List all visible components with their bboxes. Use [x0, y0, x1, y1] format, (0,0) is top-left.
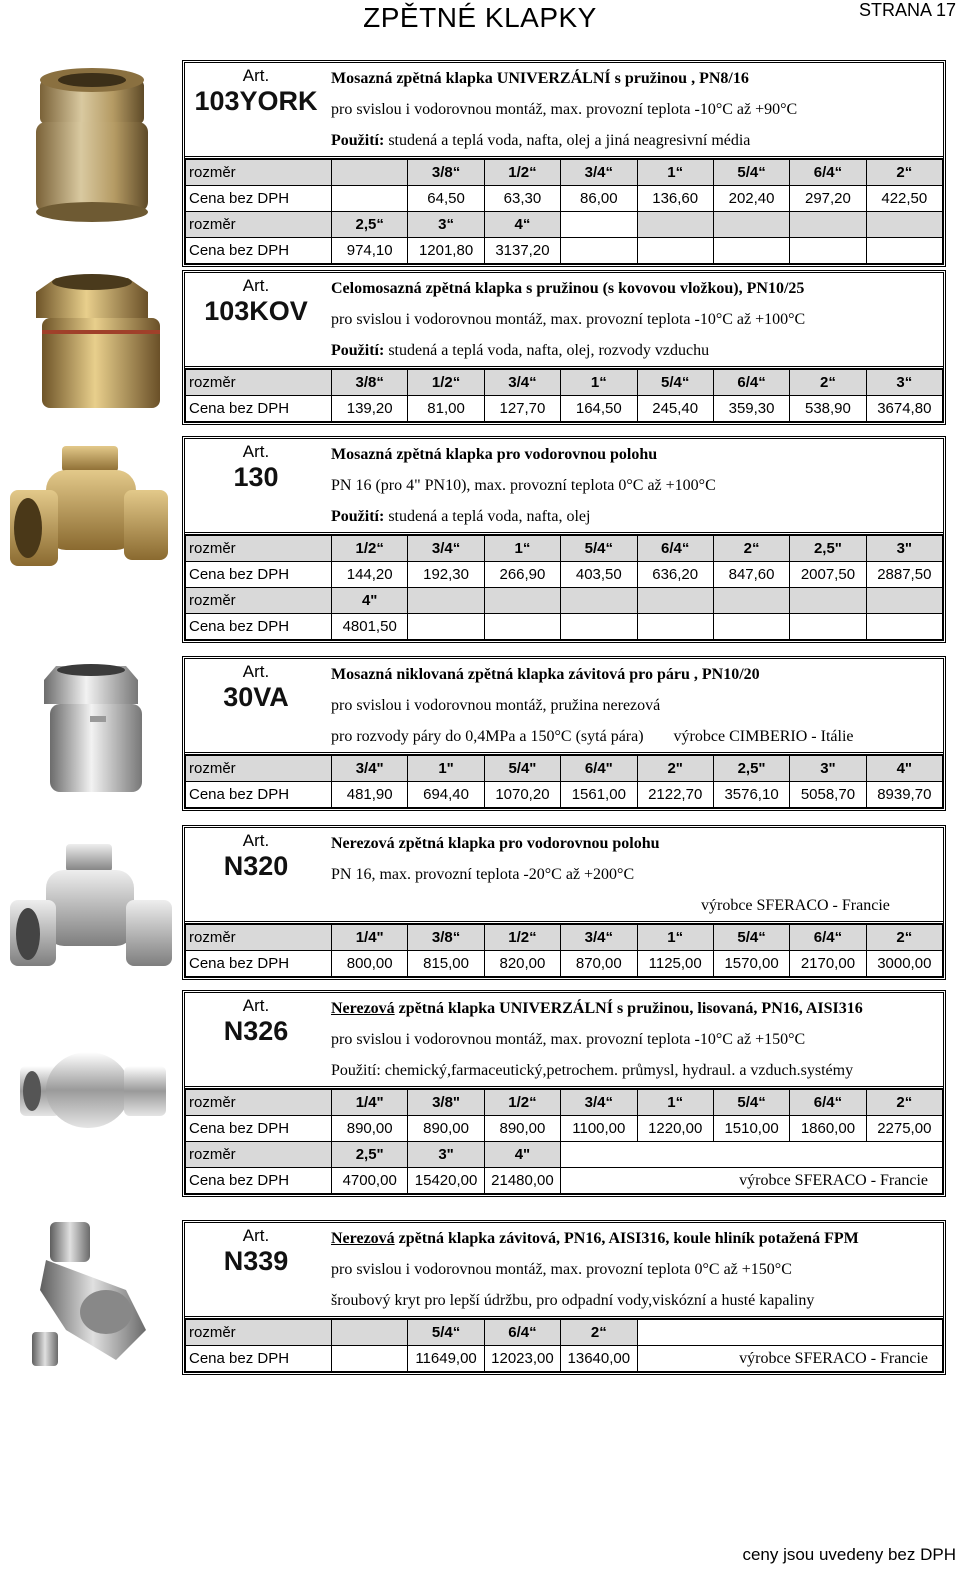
price-cell: 1561,00 — [561, 782, 637, 808]
price-cell: 1201,80 — [408, 238, 484, 264]
price-cell: 1100,00 — [561, 1116, 637, 1142]
price-cell: 870,00 — [561, 951, 637, 977]
size-cell: 1/4" — [332, 925, 408, 951]
price-cell: 815,00 — [408, 951, 484, 977]
price-cell — [484, 614, 560, 640]
price-cell: 2007,50 — [790, 562, 866, 588]
price-table — [185, 1319, 943, 1372]
product-title-material: Nerezová — [331, 1230, 395, 1247]
size-cell: 1“ — [637, 1090, 713, 1116]
size-cell — [561, 212, 637, 238]
size-cell: 3“ — [866, 370, 942, 396]
size-cell: 1“ — [561, 370, 637, 396]
price-cell: 1220,00 — [637, 1116, 713, 1142]
size-cell: 2“ — [866, 925, 942, 951]
size-cell: 4" — [332, 588, 408, 614]
page-title: ZPĚTNÉ KLAPKY — [363, 2, 597, 33]
product-photo-130 — [6, 440, 174, 580]
size-cell — [408, 588, 484, 614]
size-cell: 3/4" — [332, 756, 408, 782]
size-cell: 5/4“ — [637, 370, 713, 396]
art-code: 103KOV — [204, 296, 308, 326]
price-cell: 81,00 — [408, 396, 484, 422]
size-cell — [866, 212, 942, 238]
footer-note: ceny jsou uvedeny bez DPH — [742, 1545, 956, 1564]
price-cell: 127,70 — [484, 396, 560, 422]
usage-text: šroubový kryt pro lepší údržbu, pro odpadní vody,viskózní a husté kapaliny — [331, 1292, 815, 1309]
size-label: rozměr — [186, 536, 332, 562]
size-cell: 2" — [637, 756, 713, 782]
price-cell: 890,00 — [408, 1116, 484, 1142]
size-label: rozměr — [186, 1090, 332, 1116]
size-label: rozměr — [186, 925, 332, 951]
art-code: 30VA — [223, 682, 289, 712]
art-label: Art. — [242, 66, 270, 85]
size-cell: 3" — [866, 536, 942, 562]
size-cell: 1/2“ — [484, 1090, 560, 1116]
size-cell — [561, 1142, 943, 1168]
price-cell: 12023,00 — [484, 1346, 560, 1372]
price-label: Cena bez DPH — [186, 782, 332, 808]
price-cell: 2122,70 — [637, 782, 713, 808]
price-cell — [713, 238, 789, 264]
price-cell: 64,50 — [408, 186, 484, 212]
price-cell: 636,20 — [637, 562, 713, 588]
product-photo-n339 — [6, 1220, 174, 1370]
size-cell: 2,5" — [713, 756, 789, 782]
size-cell — [332, 1320, 408, 1346]
size-cell: 3/8“ — [408, 925, 484, 951]
size-cell — [637, 588, 713, 614]
usage-text: studená a teplá voda, nafta, olej — [384, 508, 591, 525]
price-cell: 2170,00 — [790, 951, 866, 977]
price-cell: 3674,80 — [866, 396, 942, 422]
price-cell: 202,40 — [713, 186, 789, 212]
art-code: N326 — [223, 1016, 289, 1046]
size-cell: 2“ — [790, 370, 866, 396]
size-cell: 3" — [408, 1142, 484, 1168]
usage-label: Použití: — [331, 132, 385, 149]
price-cell: 139,20 — [332, 396, 408, 422]
size-cell — [866, 588, 942, 614]
size-cell: 3/4“ — [408, 536, 484, 562]
size-cell: 6/4“ — [790, 925, 866, 951]
price-cell — [790, 238, 866, 264]
product-title: zpětná klapka závitová, PN16, AISI316, koule hliník potažená FPM — [394, 1230, 859, 1247]
size-cell: 6/4“ — [713, 370, 789, 396]
art-code: N339 — [223, 1246, 289, 1276]
price-cell: 245,40 — [637, 396, 713, 422]
product-photo-n320 — [6, 840, 174, 975]
size-cell: 3/8" — [408, 1090, 484, 1116]
size-label: rozměr — [186, 1142, 332, 1168]
product-desc-line: pro svislou i vodorovnou montáž, max. provozní teplota 0°C až +150°C — [331, 1261, 792, 1278]
price-cell: 21480,00 — [484, 1168, 560, 1194]
size-cell: 1/2“ — [484, 160, 560, 186]
price-cell: 2275,00 — [866, 1116, 942, 1142]
price-cell: 192,30 — [408, 562, 484, 588]
product-desc-line: pro svislou i vodorovnou montáž, max. provozní teplota -10°C až +90°C — [331, 101, 798, 118]
price-cell — [332, 186, 408, 212]
size-cell: 6/4" — [561, 756, 637, 782]
size-cell: 3/4“ — [561, 160, 637, 186]
size-cell: 2“ — [713, 536, 789, 562]
art-label: Art. — [242, 831, 270, 850]
price-cell: 422,50 — [866, 186, 942, 212]
size-cell: 6/4“ — [790, 1090, 866, 1116]
size-cell: 6/4“ — [484, 1320, 560, 1346]
price-table — [185, 369, 943, 422]
price-label: Cena bez DPH — [186, 396, 332, 422]
size-cell — [713, 212, 789, 238]
product-box-30va — [182, 656, 946, 811]
product-box-n320 — [182, 825, 946, 980]
size-cell: 3/4“ — [484, 370, 560, 396]
product-photo-103york — [6, 60, 174, 235]
usage-label: Použití: — [331, 508, 385, 525]
price-cell — [561, 614, 637, 640]
size-cell — [332, 160, 408, 186]
size-cell: 3/8“ — [332, 370, 408, 396]
usage-text: pro rozvody páry do 0,4MPa a 150°C (sytá pára) — [331, 728, 644, 745]
price-label: Cena bez DPH — [186, 238, 332, 264]
price-cell — [866, 614, 942, 640]
size-cell: 5/4“ — [713, 925, 789, 951]
art-label: Art. — [242, 662, 270, 681]
size-cell: 4" — [866, 756, 942, 782]
size-cell: 1/4" — [332, 1090, 408, 1116]
size-cell: 1/2“ — [408, 370, 484, 396]
art-code: 130 — [233, 462, 279, 492]
art-label: Art. — [242, 442, 270, 461]
price-label: Cena bez DPH — [186, 614, 332, 640]
size-cell: 6/4“ — [637, 536, 713, 562]
size-cell: 3/4“ — [561, 925, 637, 951]
price-cell: 890,00 — [332, 1116, 408, 1142]
size-cell: 3/4“ — [561, 1090, 637, 1116]
price-table — [185, 535, 943, 640]
price-cell: 800,00 — [332, 951, 408, 977]
price-label: Cena bez DPH — [186, 1346, 332, 1372]
size-cell: 5/4" — [484, 756, 560, 782]
size-cell — [484, 588, 560, 614]
price-label: Cena bez DPH — [186, 186, 332, 212]
price-cell: 15420,00 — [408, 1168, 484, 1194]
manufacturer-note: výrobce SFERACO - Francie — [701, 897, 890, 914]
size-cell: 2,5" — [790, 536, 866, 562]
price-cell: 1510,00 — [713, 1116, 789, 1142]
size-cell: 4" — [484, 1142, 560, 1168]
price-cell: 1125,00 — [637, 951, 713, 977]
size-cell: 1“ — [637, 160, 713, 186]
size-cell: 1/2“ — [484, 925, 560, 951]
art-label: Art. — [242, 1226, 270, 1245]
price-cell — [637, 614, 713, 640]
size-cell — [790, 212, 866, 238]
product-box-n339 — [182, 1220, 946, 1375]
product-title: Nerezová zpětná klapka pro vodorovnou polohu — [331, 835, 660, 852]
size-cell: 2“ — [866, 160, 942, 186]
size-cell: 5/4“ — [713, 160, 789, 186]
product-photo-n326 — [6, 1040, 174, 1140]
price-cell: 8939,70 — [866, 782, 942, 808]
size-cell: 1" — [408, 756, 484, 782]
size-cell: 5/4“ — [561, 536, 637, 562]
size-cell: 4“ — [484, 212, 560, 238]
size-cell — [637, 1320, 943, 1346]
price-cell: 136,60 — [637, 186, 713, 212]
price-cell: 4700,00 — [332, 1168, 408, 1194]
product-desc-line: PN 16 (pro 4" PN10), max. provozní teplota 0°C až +100°C — [331, 477, 716, 494]
manufacturer-note: výrobce SFERACO - Francie — [561, 1168, 943, 1194]
art-code: 103YORK — [194, 86, 318, 116]
price-cell: 164,50 — [561, 396, 637, 422]
price-label: Cena bez DPH — [186, 562, 332, 588]
product-box-130 — [182, 436, 946, 643]
product-title: Celomosazná zpětná klapka s pružinou (s kovovou vložkou), PN10/25 — [331, 280, 805, 297]
size-cell: 3" — [790, 756, 866, 782]
price-cell: 86,00 — [561, 186, 637, 212]
price-cell — [408, 614, 484, 640]
usage-text: Použití: chemický,farmaceutický,petrochem. průmysl, hydraul. a vzduch.systémy — [331, 1062, 854, 1079]
price-cell: 1860,00 — [790, 1116, 866, 1142]
price-cell — [561, 238, 637, 264]
price-cell: 3137,20 — [484, 238, 560, 264]
product-desc-line: pro svislou i vodorovnou montáž, max. provozní teplota -10°C až +100°C — [331, 311, 806, 328]
size-cell: 1/2“ — [332, 536, 408, 562]
price-cell — [790, 614, 866, 640]
price-cell: 847,60 — [713, 562, 789, 588]
usage-text: studená a teplá voda, nafta, olej, rozvody vzduchu — [384, 342, 710, 359]
price-cell: 974,10 — [332, 238, 408, 264]
art-label: Art. — [242, 276, 270, 295]
price-cell — [713, 614, 789, 640]
usage-label: Použití: — [331, 342, 385, 359]
price-cell: 890,00 — [484, 1116, 560, 1142]
price-cell: 3000,00 — [866, 951, 942, 977]
size-cell — [561, 588, 637, 614]
size-label: rozměr — [186, 588, 332, 614]
price-cell: 481,90 — [332, 782, 408, 808]
price-table — [185, 755, 943, 808]
manufacturer-note: výrobce SFERACO - Francie — [637, 1346, 943, 1372]
price-cell — [637, 238, 713, 264]
price-cell: 1570,00 — [713, 951, 789, 977]
size-label: rozměr — [186, 160, 332, 186]
usage-text: studená a teplá voda, nafta, olej a jiná neagresivní média — [384, 132, 751, 149]
price-table — [185, 159, 943, 264]
size-cell: 2“ — [561, 1320, 637, 1346]
size-label: rozměr — [186, 370, 332, 396]
size-cell: 2,5" — [332, 1142, 408, 1168]
price-label: Cena bez DPH — [186, 951, 332, 977]
size-cell: 1“ — [484, 536, 560, 562]
product-box-103york — [182, 60, 946, 267]
product-desc-line: PN 16, max. provozní teplota -20°C až +200°C — [331, 866, 635, 883]
price-cell: 297,20 — [790, 186, 866, 212]
size-label: rozměr — [186, 1320, 332, 1346]
price-cell: 1070,20 — [484, 782, 560, 808]
size-cell — [790, 588, 866, 614]
price-cell: 5058,70 — [790, 782, 866, 808]
size-cell — [713, 588, 789, 614]
price-cell: 359,30 — [713, 396, 789, 422]
price-cell: 2887,50 — [866, 562, 942, 588]
size-cell: 6/4“ — [790, 160, 866, 186]
price-cell: 820,00 — [484, 951, 560, 977]
product-box-n326 — [182, 990, 946, 1197]
price-cell: 538,90 — [790, 396, 866, 422]
size-cell: 3“ — [408, 212, 484, 238]
product-photo-103kov — [6, 270, 174, 420]
art-code: N320 — [223, 851, 289, 881]
size-cell: 1“ — [637, 925, 713, 951]
product-desc-line: pro svislou i vodorovnou montáž, max. provozní teplota -10°C až +150°C — [331, 1031, 806, 1048]
product-title: Mosazná zpětná klapka pro vodorovnou polohu — [331, 446, 658, 463]
price-cell — [332, 1346, 408, 1372]
price-cell: 3576,10 — [713, 782, 789, 808]
price-cell: 63,30 — [484, 186, 560, 212]
size-cell: 5/4“ — [713, 1090, 789, 1116]
size-cell: 2“ — [866, 1090, 942, 1116]
art-label: Art. — [242, 996, 270, 1015]
product-desc-line: pro svislou i vodorovnou montáž, pružina nerezová — [331, 697, 661, 714]
price-cell: 144,20 — [332, 562, 408, 588]
price-cell — [866, 238, 942, 264]
size-label: rozměr — [186, 756, 332, 782]
price-cell: 13640,00 — [561, 1346, 637, 1372]
product-title: zpětná klapka UNIVERZÁLNÍ s pružinou, lisovaná, PN16, AISI316 — [394, 1000, 863, 1017]
price-cell: 4801,50 — [332, 614, 408, 640]
price-table — [185, 1089, 943, 1194]
size-label: rozměr — [186, 212, 332, 238]
manufacturer-note: výrobce CIMBERIO - Itálie — [673, 728, 854, 745]
product-title: Mosazná niklovaná zpětná klapka závitová pro páru , PN10/20 — [331, 666, 760, 683]
price-cell: 266,90 — [484, 562, 560, 588]
product-title: Mosazná zpětná klapka UNIVERZÁLNÍ s pružinou , PN8/16 — [331, 70, 749, 87]
size-cell — [637, 212, 713, 238]
size-cell: 2,5“ — [332, 212, 408, 238]
product-box-103kov — [182, 270, 946, 425]
page-number: STRANA 17 — [858, 0, 956, 20]
price-table — [185, 924, 943, 977]
price-cell: 403,50 — [561, 562, 637, 588]
product-title-material: Nerezová — [331, 1000, 395, 1017]
price-label: Cena bez DPH — [186, 1168, 332, 1194]
size-cell: 3/8“ — [408, 160, 484, 186]
price-cell: 694,40 — [408, 782, 484, 808]
product-photo-30va — [6, 660, 174, 800]
size-cell: 5/4“ — [408, 1320, 484, 1346]
price-label: Cena bez DPH — [186, 1116, 332, 1142]
price-cell: 11649,00 — [408, 1346, 484, 1372]
